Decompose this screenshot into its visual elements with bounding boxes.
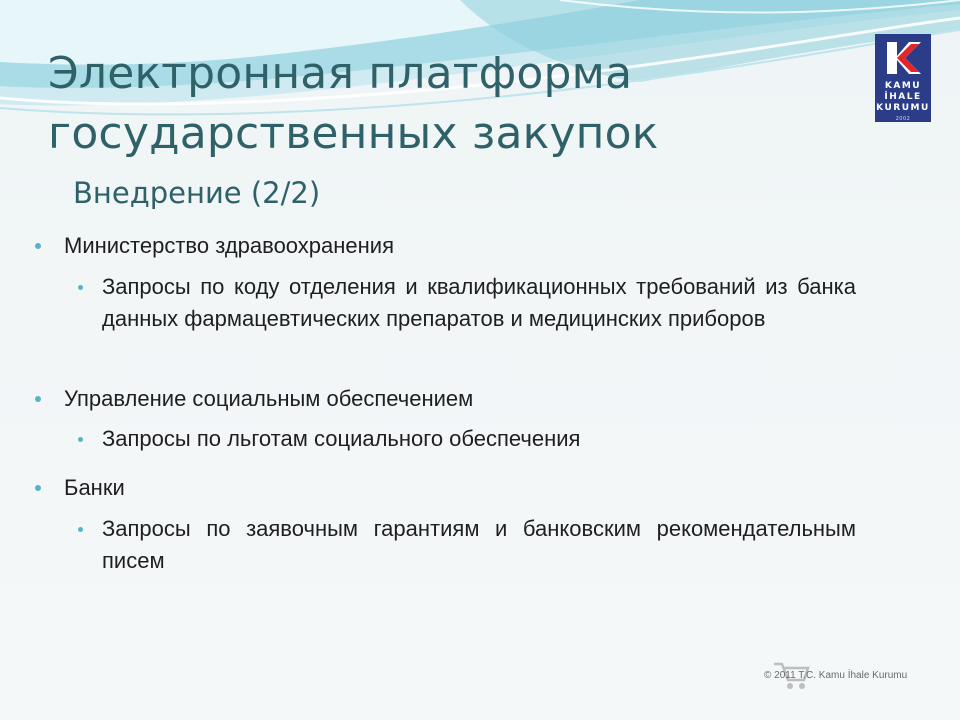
slide-subtitle: Внедрение (2/2) <box>73 176 321 210</box>
logo-line-3: KURUMU <box>876 103 930 113</box>
sub-bullet-icon <box>78 285 83 290</box>
logo-year: 2002 <box>895 116 911 122</box>
bullet-icon <box>35 485 41 491</box>
sub-item-bank-queries: Запросы по заявочным гарантиям и банковским рекомендательным писем <box>102 516 856 573</box>
bullet-icon <box>35 396 41 402</box>
list-item-banks: Банки <box>64 475 125 500</box>
sub-bullet-icon <box>78 527 83 532</box>
title-line-2: государственных закупок <box>48 108 659 159</box>
sub-item-social-queries: Запросы по льготам социального обеспечения <box>102 426 581 451</box>
watermark-cart-icon <box>770 656 930 692</box>
bullet-icon <box>35 243 41 249</box>
logo-line-1: KAMU <box>884 81 922 91</box>
list-item-health-ministry: Министерство здравоохранения <box>64 233 394 258</box>
logo-line-2: İHALE <box>884 92 922 102</box>
sub-item-health-queries: Запросы по коду отделения и квалификационных требований из банка данных фармацевтических препаратов и медицинских приборов <box>102 274 856 331</box>
title-line-1: Электронная платформа <box>48 48 633 99</box>
copyright-footer: © 2011 T.C. Kamu İhale Kurumu <box>764 670 908 681</box>
sub-bullet-icon <box>78 437 83 442</box>
list-item-social-security: Управление социальным обеспечением <box>64 386 474 411</box>
